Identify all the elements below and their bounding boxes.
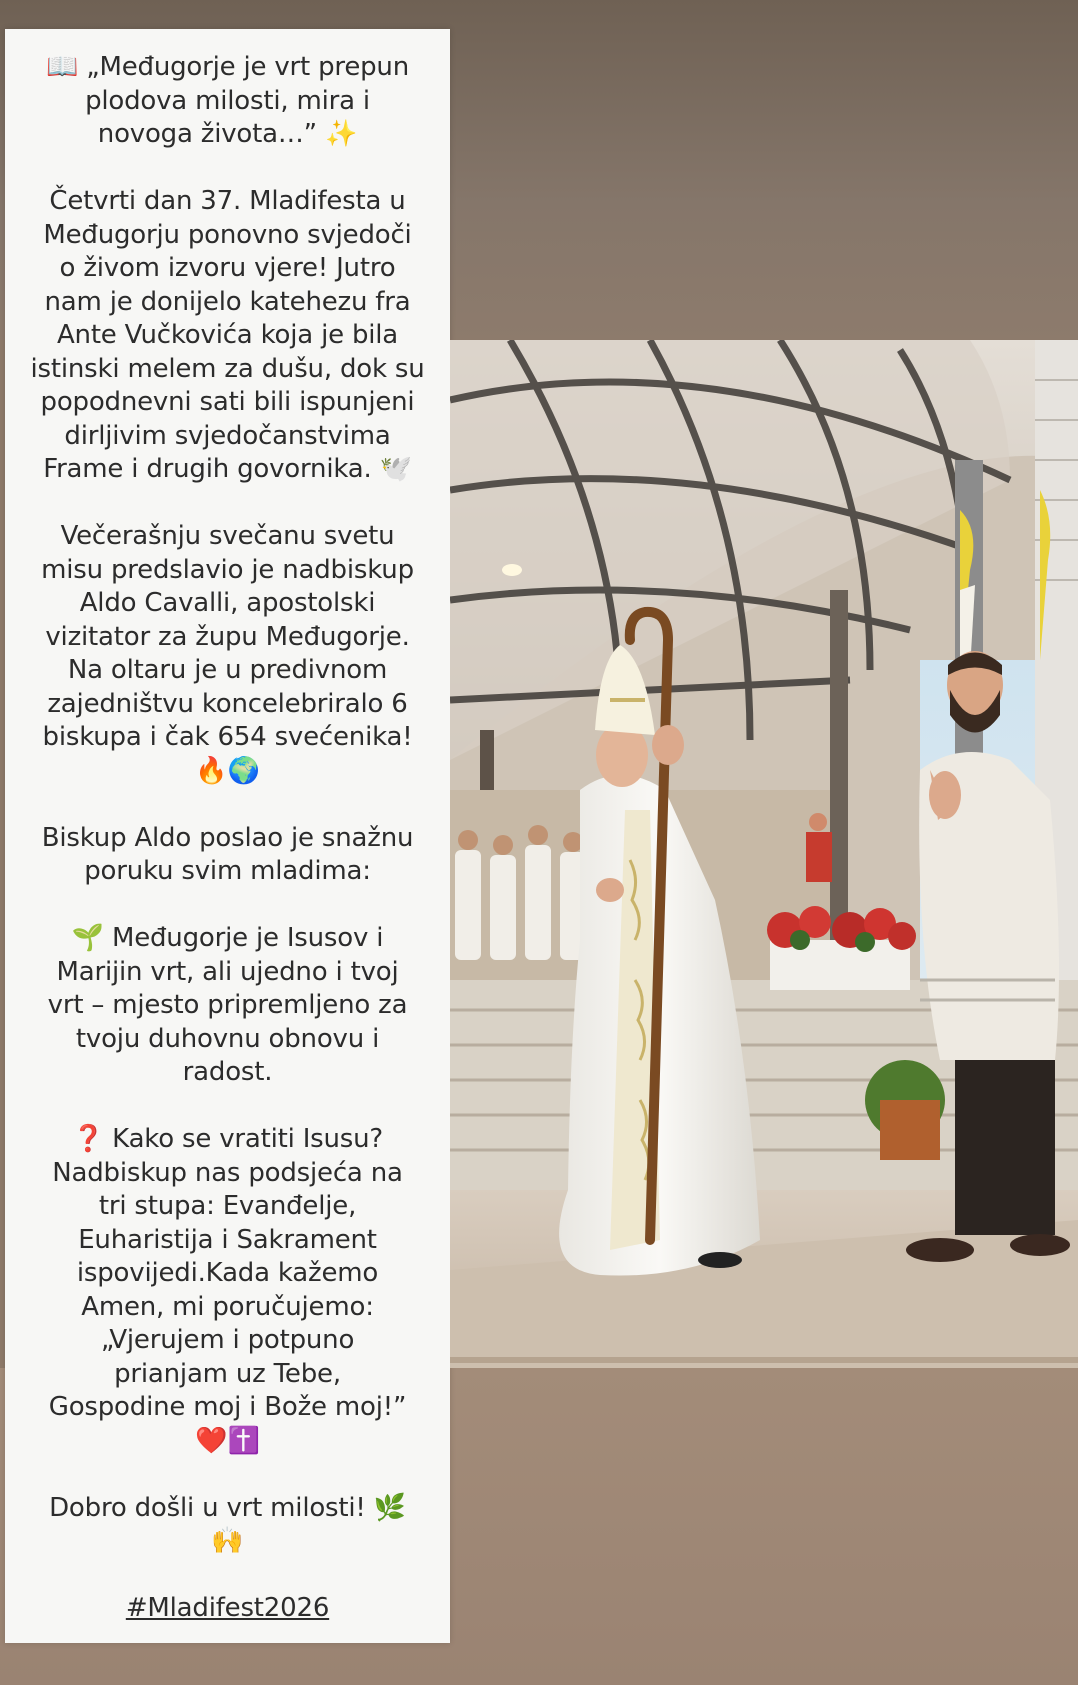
story-text-line: Ante Vučkovića koja je bila [56,320,399,350]
mass-procession-photo [450,340,1078,1368]
story-text-line: tvoju duhovnu obnovu i [75,1023,380,1054]
story-text-line: Aldo Cavalli, apostolski [79,588,376,618]
story-text-line: nam je donijelo katehezu fra [44,286,411,317]
story-text-line: Amen, mi poručujemo: [81,1291,374,1322]
story-text-line: Dobro došli u vrt milosti! 🌿 [49,1492,406,1523]
story-text-line: novoga života…” ✨ [97,119,358,149]
story-text-line: Gospodine moj i Bože moj!” [48,1392,407,1422]
story-text-line: ❤️✝️ [195,1425,260,1456]
story-text-line: 📖 „Međugorje je vrt prepun [45,52,409,82]
story-text-line: Večerašnju svečanu svetu [60,521,395,551]
story-paragraph [25,1123,430,1458]
story-text-line: dirljivim svjedočanstvima [64,420,391,451]
hashtag-paragraph [25,1592,430,1626]
story-text-line: plodova milosti, mira i [85,85,370,116]
story-text-content [25,51,430,1659]
story-paragraph [25,520,430,788]
story-text-line: tri stupa: Evanđelje, [98,1191,357,1221]
story-text-line: Međugorju ponovno svjedoči [43,219,412,250]
story-text-line: Četvrti dan 37. Mladifesta u [49,186,406,216]
story-text-line: Frame i drugih govornika. 🕊️ [43,454,412,484]
story-text-line: prianjam uz Tebe, [114,1358,341,1389]
story-paragraph [25,922,430,1090]
story-text-line: zajedništvu koncelebriralo 6 [47,688,408,719]
story-text-line: biskupa i čak 654 svećenika! [42,722,413,752]
story-text-line: popodnevni sati bili ispunjeni [40,387,415,417]
story-text-line: o živom izvoru vjere! Jutro [59,253,396,283]
hashtag-link[interactable]: #Mladifest2026 [125,1593,330,1623]
story-text-line: Na oltaru je u predivnom [67,655,388,685]
story-text-line: istinski melem za dušu, dok su [30,353,425,384]
story-paragraph [25,822,430,889]
story-paragraph [25,185,430,487]
story-text-line: 🙌 [211,1526,244,1556]
story-text-line: 🔥🌍 [195,755,260,786]
photo-illustration [450,340,1078,1368]
story-text-line: „Vjerujem i potpuno [100,1325,355,1355]
story-text-line: poruku svim mladima: [84,856,371,886]
story-text-line: vrt – mjesto pripremljeno za [47,990,408,1020]
story-text-line: 🌱 Međugorje je Isusov i [71,923,384,953]
story-text-card [5,29,450,1643]
story-text-line: Nadbiskup nas podsjeća na [52,1157,403,1188]
story-text-line: Biskup Aldo poslao je snažnu [41,822,414,853]
story-text-line: ispovijedi.Kada kažemo [76,1258,379,1288]
story-paragraph [25,1492,430,1559]
story-text-line: Marijin vrt, ali ujedno i tvoj [56,956,399,987]
story-text-line: ❓ Kako se vratiti Isusu? [71,1124,384,1154]
story-paragraph [25,51,430,152]
story-text-line: Euharistija i Sakrament [78,1224,377,1255]
story-text-line: misu predslavio je nadbiskup [41,554,414,585]
story-text-line: vizitator za župu Međugorje. [45,621,410,652]
story-text-line: radost. [182,1057,273,1087]
